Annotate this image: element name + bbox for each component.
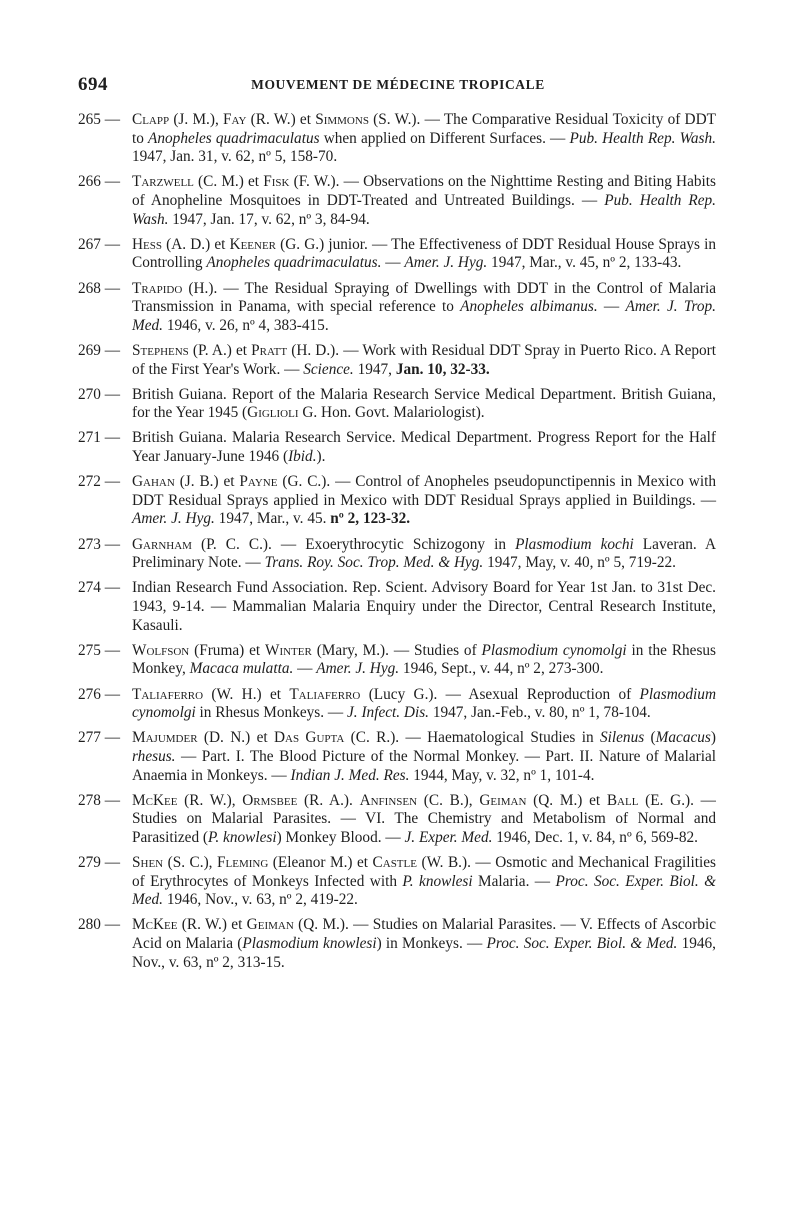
- entry-text: — Part. I. The Blood Picture of the Normal Monkey. — Part. II. Nature of Malarial Anaemia in Monkeys. —: [132, 747, 716, 784]
- entry-text: Malaria. —: [472, 872, 556, 890]
- author-name: Pratt: [251, 341, 288, 359]
- italic-text: Plasmodium kochi: [515, 535, 634, 553]
- bold-text: Jan. 10, 32-33.: [395, 360, 490, 378]
- entry-text: 1947, Jan. 31, v. 62, nº 5, 158-70.: [132, 148, 338, 166]
- entry-text: —: [381, 254, 405, 272]
- entry-text: (J. M.),: [169, 111, 224, 128]
- author-name: Winter: [265, 641, 312, 659]
- author-name: Payne: [239, 473, 278, 491]
- entry-number: 278 —: [78, 791, 121, 809]
- author-name: Majumder: [132, 729, 198, 747]
- author-name: Hess: [132, 235, 163, 253]
- entry-text: 1946, Dec. 1, v. 84, nº 6, 569-82.: [492, 828, 698, 846]
- author-name: Fisk: [263, 173, 290, 191]
- entry-text: in the Rhesus Monkey,: [132, 641, 717, 678]
- entry-text: (Fruma) et: [189, 641, 266, 659]
- entry-text: (G. C.). — Control of Anopheles pseudopunctipennis in Mexico with DDT Residual Sprays applied in Mexico with DDT Residual Sprays applied in Buildings. —: [132, 473, 716, 509]
- bibliography-entry: [78, 686, 716, 723]
- entry-text: in Rhesus Monkeys. —: [195, 704, 348, 722]
- entry-text: 1946, Nov., v. 63, nº 2, 419-22.: [163, 891, 358, 909]
- entry-text: —: [597, 298, 626, 316]
- entry-text: (R. W.) et: [177, 916, 247, 934]
- entry-text: (E. G.). — Studies on Malarial Parasites. — VI. The Chemistry and Metabolism of Normal and Parasitized (: [132, 791, 716, 846]
- author-name: Garnham: [132, 535, 192, 553]
- entry-text: 1946, Nov., v. 63, nº 2, 313-15.: [132, 935, 716, 971]
- bibliography-entry: [78, 792, 716, 848]
- author-name: Geiman: [479, 791, 527, 809]
- author-name: Taliaferro: [132, 685, 204, 703]
- italic-text: Macacus: [655, 729, 711, 747]
- author-name: Tarzwell: [132, 173, 194, 191]
- author-name: Gahan: [132, 473, 175, 491]
- entry-text: (R. W.),: [177, 791, 243, 809]
- entry-number: 279 —: [78, 854, 121, 872]
- italic-text: Amer. J. Hyg.: [132, 510, 215, 528]
- running-title: MOUVEMENT DE MÉDECINE TROPICALE: [251, 77, 545, 92]
- entry-text: 1947, May, v. 40, nº 5, 719-22.: [483, 554, 676, 572]
- entry-text: (C. M.) et: [193, 173, 264, 191]
- entry-number: 271 —: [78, 429, 121, 447]
- italic-text: Pub. Health Rep. Wash.: [132, 191, 717, 228]
- entry-number: 275 —: [78, 641, 121, 659]
- italic-text: Plasmodium cynomolgi: [132, 685, 717, 722]
- entry-text: (F. W.). — Observations on the Nighttime Resting and Biting Habits of Anopheline Mosquitoes in DDT-Treated and Untreated Buildings. —: [132, 173, 716, 209]
- entry-number: 267 —: [78, 235, 121, 253]
- italic-text: Plasmodium cynomolgi: [481, 641, 627, 659]
- entry-text: 1947,: [353, 360, 396, 378]
- entry-text: British Guiana. Report of the Malaria Research Service Medical Department. British Guiana, for the Year 1945 (: [132, 385, 716, 422]
- entry-text: (P. C. C.). — Exoerythrocytic Schizogony in: [191, 535, 516, 553]
- entry-text: (Eleanor M.) et: [268, 854, 373, 872]
- entry-text: (P. A.) et: [188, 341, 252, 359]
- entry-text: Laveran. A Preliminary Note. —: [132, 535, 716, 572]
- entry-text: (S. W.). — The Comparative Residual Toxicity of DDT to: [132, 111, 716, 147]
- entry-text: ) Monkey Blood. —: [276, 828, 405, 846]
- author-name: McKee: [132, 791, 178, 809]
- entry-text: 1946, v. 26, nº 4, 383-415.: [163, 316, 329, 334]
- entry-text: (R. A.).: [297, 791, 360, 809]
- author-name: Stephens: [132, 341, 189, 359]
- page-header: [78, 74, 718, 98]
- italic-text: J. Exper. Med.: [404, 828, 493, 846]
- bibliography-entry: [78, 729, 716, 785]
- italic-text: Pub. Health Rep. Wash.: [569, 129, 716, 147]
- entry-text: British Guiana. Malaria Research Service. Medical Department. Progress Report for the Half Year January-June 1946 (: [132, 429, 716, 466]
- entry-number: 268 —: [78, 279, 121, 297]
- entry-text: ) in Monkeys. —: [376, 935, 487, 953]
- entry-text: (Lucy G.). — Asexual Reproduction of: [360, 685, 640, 703]
- entry-text: (D. N.) et: [197, 729, 274, 747]
- italic-text: Ibid.: [288, 448, 317, 466]
- bibliography-entry: [78, 236, 716, 273]
- bibliography-entry: [78, 642, 716, 679]
- entry-text: Indian Research Fund Association. Rep. Scient. Advisory Board for Year 1st Jan. to 31st Dec. 1943, 9-14. — Mammalian Malaria Enquiry under the Director, Central Research Institute, Kasauli.: [132, 579, 716, 634]
- entry-text: G. Hon. Govt. Malariologist).: [298, 404, 485, 422]
- italic-text: Science.: [303, 360, 354, 378]
- bibliography-entry: [78, 854, 716, 910]
- entry-number: 269 —: [78, 341, 121, 359]
- entry-text: (S. C.),: [163, 854, 218, 872]
- author-name: Anfinsen: [359, 791, 418, 809]
- author-name: Fleming: [217, 854, 269, 872]
- author-name: Shen: [132, 854, 164, 872]
- italic-text: Anopheles quadrimaculatus.: [206, 254, 382, 272]
- entry-number: 273 —: [78, 535, 121, 553]
- entry-text: (Q. M.) et: [526, 791, 607, 809]
- entry-text: (W. B.). — Osmotic and Mechanical Fragilities of Erythrocytes of Monkeys Infected with: [132, 854, 717, 890]
- author-name: Castle: [372, 854, 417, 872]
- entry-text: 1947, Jan. 17, v. 62, nº 3, 84-94.: [168, 210, 370, 228]
- bibliography-entry: [78, 429, 716, 466]
- author-name: Ball: [606, 791, 639, 809]
- author-name: Keener: [229, 235, 277, 253]
- author-name: Geiman: [246, 916, 294, 934]
- author-name: Clapp: [132, 111, 170, 128]
- italic-text: Amer. J. Hyg.: [404, 254, 488, 272]
- entry-text: (H. D.). — Work with Residual DDT Spray in Puerto Rico. A Report of the First Year's Work. —: [132, 341, 716, 378]
- entry-text: (C. R.). — Haematological Studies in: [344, 729, 600, 747]
- bibliography-entry: [78, 579, 716, 635]
- entry-text: (Q. M.). — Studies on Malarial Parasites. — V. Effects of Ascorbic Acid on Malaria (: [132, 916, 716, 953]
- entry-text: (Mary, M.). — Studies of: [311, 641, 482, 659]
- italic-text: P. knowlesi: [208, 828, 277, 846]
- entry-text: (G. G.) junior. — The Effectiveness of DDT Residual House Sprays in Controlling: [132, 235, 716, 272]
- entry-text: (R. W.) et: [246, 111, 316, 128]
- entry-number: 280 —: [78, 916, 121, 934]
- italic-text: Amer. J. Trop. Med.: [132, 298, 716, 334]
- entry-text: when applied on Different Surfaces. —: [319, 129, 570, 147]
- author-name: Ormsbee: [242, 791, 298, 809]
- bold-text: nº 2, 123-32.: [330, 510, 411, 528]
- author-name: Taliaferro: [289, 685, 361, 703]
- entry-number: 270 —: [78, 385, 121, 403]
- author-name: Fay: [223, 111, 247, 128]
- bibliography-entry: [78, 111, 716, 167]
- italic-text: Silenus: [599, 729, 645, 747]
- bibliography-entry: [78, 386, 716, 423]
- italic-text: Proc. Soc. Exper. Biol. & Med.: [132, 872, 716, 909]
- bibliography-entry: [78, 280, 716, 336]
- entry-text: (H.). — The Residual Spraying of Dwellings with DDT in the Control of Malaria Transmission in Panama, with special reference to: [132, 279, 716, 316]
- page-number: 694: [78, 74, 108, 95]
- author-name: Das Gupta: [273, 729, 345, 747]
- italic-text: Amer. J. Hyg.: [316, 660, 400, 678]
- italic-text: Anopheles albimanus.: [460, 298, 598, 316]
- bibliography-entry: [78, 342, 716, 379]
- author-name: Wolfson: [132, 641, 190, 659]
- italic-text: P. knowlesi: [402, 872, 473, 890]
- author-name: McKee: [132, 916, 178, 934]
- bibliography-entry: [78, 536, 716, 573]
- entry-number: 274 —: [78, 579, 121, 597]
- entry-text: 1946, Sept., v. 44, nº 2, 273-300.: [399, 660, 604, 678]
- entry-number: 277 —: [78, 729, 121, 747]
- author-name: Simmons: [315, 111, 369, 128]
- entry-text: ): [710, 729, 716, 747]
- entry-text: (A. D.) et: [162, 235, 230, 253]
- bibliography-list: [78, 111, 716, 979]
- entry-number: 276 —: [78, 685, 121, 703]
- bibliography-entry: [78, 916, 716, 972]
- italic-text: Trans. Roy. Soc. Trop. Med. & Hyg.: [264, 554, 484, 572]
- entry-number: 272 —: [78, 473, 121, 491]
- bibliography-entry: [78, 473, 716, 529]
- entry-number: 266 —: [78, 173, 121, 191]
- entry-text: —: [293, 660, 317, 678]
- entry-text: 1944, May, v. 32, nº 1, 101-4.: [409, 766, 595, 784]
- entry-text: 1947, Jan.-Feb., v. 80, nº 1, 78-104.: [429, 704, 651, 722]
- entry-number: 265 —: [78, 111, 121, 128]
- italic-text: rhesus.: [132, 747, 176, 765]
- italic-text: Anopheles quadrimaculatus: [148, 129, 320, 147]
- entry-text: 1947, Mar., v. 45.: [214, 510, 331, 528]
- italic-text: Proc. Soc. Exper. Biol. & Med.: [486, 935, 678, 953]
- italic-text: Plasmodium knowlesi: [242, 935, 377, 953]
- italic-text: Indian J. Med. Res.: [290, 766, 410, 784]
- italic-text: Macaca mulatta.: [189, 660, 294, 678]
- author-name: Giglioli: [247, 404, 299, 422]
- entry-text: 1947, Mar., v. 45, nº 2, 133-43.: [487, 254, 682, 272]
- entry-text: ).: [316, 448, 326, 466]
- bibliography-entry: [78, 173, 716, 229]
- entry-text: (C. B.),: [417, 791, 480, 809]
- entry-text: (W. H.) et: [203, 685, 290, 703]
- entry-text: (: [644, 729, 656, 747]
- entry-text: (J. B.) et: [174, 473, 240, 491]
- italic-text: J. Infect. Dis.: [347, 704, 429, 722]
- author-name: Trapido: [132, 279, 183, 297]
